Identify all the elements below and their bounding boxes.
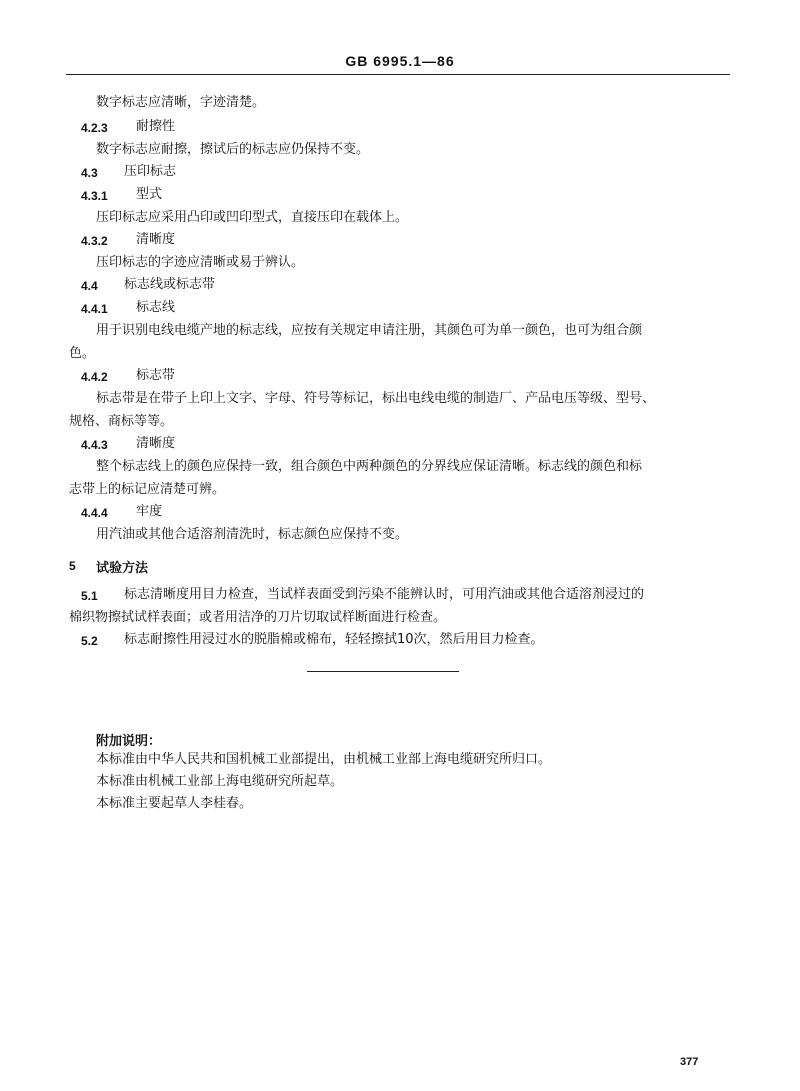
section-title: 试验方法 [96, 561, 149, 576]
appendix-title: 附加说明： [96, 734, 162, 749]
section-divider [307, 671, 459, 672]
appendix-line: 本标准由机械工业部上海电缆研究所起草。 [96, 774, 344, 789]
appendix-line: 本标准主要起草人李桂春。 [96, 796, 253, 811]
clause-number: 4.3.1 [81, 189, 108, 203]
clause-title: 型式 [136, 187, 163, 202]
section-number: 5 [69, 559, 76, 573]
clause-title: 标志线或标志带 [124, 277, 216, 292]
body-line: 数字标志应耐擦，擦试后的标志应仍保持不变。 [96, 142, 370, 157]
body-line: 色。 [69, 346, 96, 361]
clause-number: 4.4.3 [81, 438, 108, 452]
body-line: 标志清晰度用目力检查，当试样表面受到污染不能辨认时，可用汽油或其他合适溶剂浸过的 [124, 587, 645, 602]
body-line: 标志带是在带子上印上文字、字母、符号等标记，标出电线电缆的制造厂、产品电压等级、型号、 [96, 391, 656, 406]
header-rule [66, 74, 730, 75]
clause-number: 4.4.4 [81, 506, 108, 520]
body-line: 规格、商标等等。 [69, 414, 174, 429]
body-line: 棉织物擦拭试样表面；或者用洁净的刀片切取试样断面进行检查。 [69, 610, 447, 625]
clause-title: 清晰度 [136, 232, 176, 247]
body-line: 压印标志的字迹应清晰或易于辨认。 [96, 255, 305, 270]
body-line: 标志耐擦性用浸过水的脱脂棉或棉布，轻轻擦拭10次，然后用目力检查。 [124, 632, 544, 647]
clause-number: 5.1 [81, 589, 98, 603]
clause-title: 耐擦性 [136, 119, 176, 134]
clause-title: 清晰度 [136, 436, 176, 451]
clause-number: 4.3 [81, 166, 98, 180]
clause-number: 5.2 [81, 634, 98, 648]
body-line: 压印标志应采用凸印或凹印型式，直接压印在载体上。 [96, 210, 409, 225]
body-line: 志带上的标记应清楚可辨。 [69, 482, 226, 497]
page-number: 377 [680, 1056, 699, 1068]
clause-title: 压印标志 [124, 164, 177, 179]
page-header: GB 6995.1—86 [345, 53, 455, 69]
clause-number: 4.4 [81, 279, 98, 293]
clause-number: 4.2.3 [81, 121, 108, 135]
body-line: 数字标志应清晰，字迹清楚。 [96, 95, 266, 110]
body-line: 整个标志线上的颜色应保持一致，组合颜色中两种颜色的分界线应保证清晰。标志线的颜色和标 [96, 459, 643, 474]
body-line: 用于识别电线电缆产地的标志线，应按有关规定申请注册，其颜色可为单一颜色，也可为组合颜 [96, 323, 643, 338]
clause-number: 4.3.2 [81, 234, 108, 248]
clause-number: 4.4.1 [81, 302, 108, 316]
body-line: 用汽油或其他合适溶剂清洗时，标志颜色应保持不变。 [96, 527, 409, 542]
clause-title: 标志带 [136, 368, 176, 383]
appendix-line: 本标准由中华人民共和国机械工业部提出，由机械工业部上海电缆研究所归口。 [96, 752, 552, 767]
clause-number: 4.4.2 [81, 370, 108, 384]
clause-title: 牢度 [136, 504, 163, 519]
clause-title: 标志线 [136, 300, 176, 315]
